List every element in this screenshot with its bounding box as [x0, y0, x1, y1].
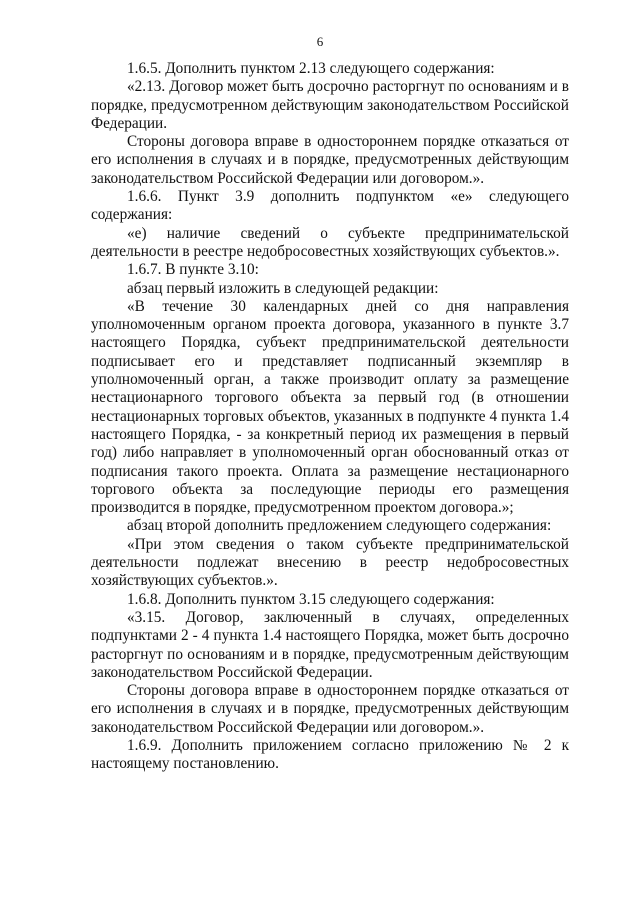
paragraph-registry-entry: «При этом сведения о таком субъекте предпринимательской деятельности подлежат внесению в реестр недобросовестных хозяйствующих субъектов.».: [91, 535, 569, 590]
paragraph-1-6-8: 1.6.8. Дополнить пунктом 3.15 следующего содержания:: [127, 590, 495, 608]
paragraph-first-abzac: абзац первый изложить в следующей редакции:: [127, 279, 439, 297]
paragraph-3-15: «3.15. Договор, заключенный в случаях, определенных подпунктами 2 - 4 пункта 1.4 настоящего Порядка, может быть досрочно расторгнут по основаниям и в порядке, предусмотренным действующим законодательством Российской Федерации.: [91, 608, 569, 681]
paragraph-2-13-parties: Стороны договора вправе в одностороннем порядке отказаться от его исполнения в случаях и в порядке, предусмотренных действующим законодательством Российской Федерации или договором.».: [91, 133, 569, 187]
paragraph-1-6-5: 1.6.5. Дополнить пунктом 2.13 следующего содержания:: [127, 60, 495, 77]
document-body: [91, 60, 569, 774]
page-number: 6: [316, 34, 324, 49]
paragraph-3-15-parties: Стороны договора вправе в одностороннем порядке отказаться от его исполнения в случаях и в порядке, предусмотренных действующим законодательством Российской Федерации или договором.».: [91, 682, 569, 736]
paragraph-second-abzac: абзац второй дополнить предложением следующего содержания:: [127, 517, 552, 535]
paragraph-30-days: «В течение 30 календарных дней со дня направления уполномоченным органом проекта договора, указанного в пункте 3.7 настоящего Порядка, субъект предпринимательской деятельности подписывает его и представляет подписанный экземпляр в уполномоченный орган, а также производит оплату за размещение нестационарного торгового объекта за первый год (в отношении нестационарных торговых объектов, указанных в подпункте 4 пункта 1.4 настоящего Порядка, - за конкретный период их размещения в первый год) либо направляет в уполномоченный орган обоснованный отказ от подписания такого проекта. Оплата за размещение нестационарного торгового объекта за последующие периоды его размещения производится в порядке, предусмотренном проектом договора.»;: [91, 297, 569, 517]
paragraph-1-6-7: 1.6.7. В пункте 3.10:: [127, 261, 259, 279]
paragraph-2-13: «2.13. Договор может быть досрочно расторгнут по основаниям и в порядке, предусмотренном действующим законодательством Российской Федерации.: [91, 78, 569, 132]
paragraph-1-6-6: 1.6.6. Пункт 3.9 дополнить подпунктом «е» следующего содержания:: [91, 188, 569, 224]
paragraph-1-6-9: 1.6.9. Дополнить приложением согласно приложению № 2 к настоящему постановлению.: [91, 736, 569, 773]
paragraph-subpoint-e: «е) наличие сведений о субъекте предпринимательской деятельности в реестре недобросовестных хозяйствующих субъектов.».: [91, 224, 569, 260]
